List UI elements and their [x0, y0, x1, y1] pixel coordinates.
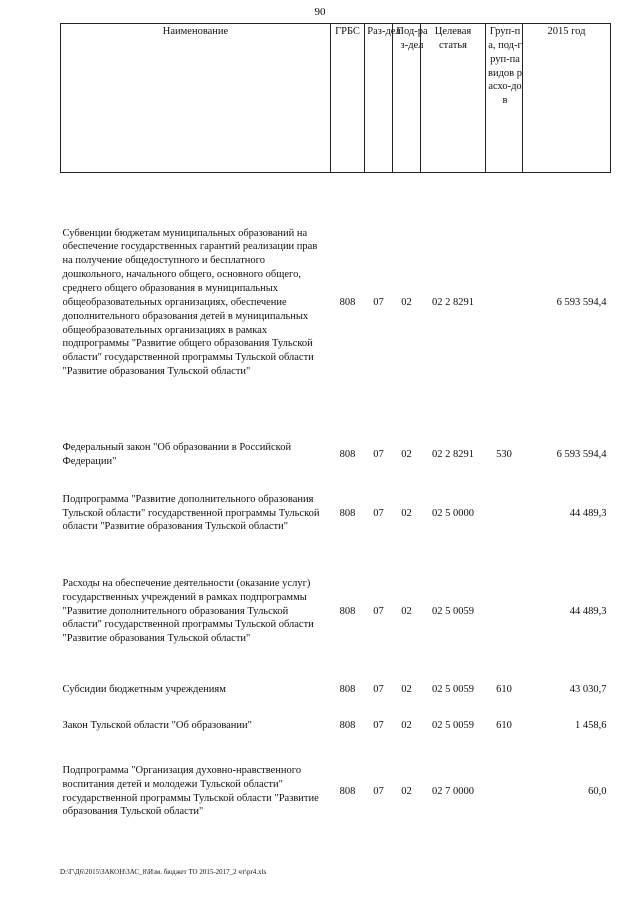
row-grbs: 808 [339, 785, 356, 797]
row-podrazdel: 02 [401, 719, 412, 731]
row-razdel: 07 [373, 785, 384, 797]
column-header-podrazdel [393, 24, 428, 173]
row-celevaya: 02 5 0059 [432, 605, 474, 617]
row-vid: 610 [496, 684, 512, 696]
row-razdel: 07 [373, 507, 384, 519]
row-razdel: 07 [373, 605, 384, 617]
row-celevaya: 02 5 0000 [432, 507, 474, 519]
table-row [61, 173, 611, 433]
row-grbs: 808 [339, 605, 356, 617]
row-name: Закон Тульской области "Об образовании" [62, 719, 252, 731]
column-header-podrazdel-text: Под-раз-дел [396, 26, 428, 51]
row-amount: 6 593 594,4 [556, 296, 607, 308]
column-header-razdel-text: Раз-дел [367, 26, 401, 37]
column-header-vid [486, 24, 523, 173]
row-razdel: 07 [373, 296, 384, 308]
column-header-vid-text: Груп-па, под-груп-па видов расхо-дов [488, 26, 523, 107]
row-vid [486, 551, 523, 673]
file-path-footer: D:\Г\Д6\2015\ЗАКОН\ЗАС_8\Изм. бюджет ТО 2015-2017_2 чт\pr4.xls [60, 868, 267, 876]
row-name: Субсидии бюджетным учреждениям [62, 684, 226, 696]
table-row [61, 744, 611, 840]
column-header-year: 2015 год [523, 24, 611, 173]
row-grbs: 808 [339, 448, 356, 460]
row-celevaya: 02 7 0000 [432, 785, 474, 797]
row-name: Подпрограмма "Организация духовно-нравственного воспитания детей и молодежи Тульской области" государственной программы Тульской области "Развитие образования Тульской области" [62, 764, 319, 818]
row-name: Субвенции бюджетам муниципальных образований на обеспечение государственных гарантий реализации прав на получение общедоступного и бесплатного дошкольного, начального общего, основного общего, среднего общего образования в муниципальных общеобразовательных организациях, обеспечение дополнительного образования детей в муниципальных общеобразовательных организациях в рамках подпрограммы "Развитие общего образования Тульской области" государственной программы Тульской области "Развитие образования Тульской области" [62, 227, 318, 378]
row-podrazdel: 02 [401, 296, 412, 308]
column-header-name: Наименование [61, 24, 331, 173]
row-celevaya: 02 5 0059 [432, 684, 474, 696]
table-row [61, 673, 611, 708]
row-vid [486, 477, 523, 551]
row-name: Подпрограмма "Развитие дополнительного образования Тульской области" государственной программы Тульской области "Развитие образования Тульской области" [62, 493, 320, 533]
row-name: Расходы на обеспечение деятельности (оказание услуг) государственных учреждений в рамках подпрограммы "Развитие дополнительного образования Тульской области" государственной программы Тульской области "Развитие образования Тульской области" [62, 577, 314, 645]
row-grbs: 808 [339, 507, 356, 519]
row-grbs: 808 [339, 684, 356, 696]
row-grbs: 808 [339, 296, 356, 308]
row-celevaya: 02 2 8291 [432, 448, 474, 460]
row-razdel: 07 [373, 719, 384, 731]
row-razdel: 07 [373, 448, 384, 460]
row-podrazdel: 02 [401, 507, 412, 519]
row-razdel: 07 [373, 684, 384, 696]
row-amount: 6 593 594,4 [556, 448, 607, 460]
table-row [61, 477, 611, 551]
row-podrazdel: 02 [401, 684, 412, 696]
budget-table [60, 23, 611, 840]
row-podrazdel: 02 [401, 605, 412, 617]
row-vid: 610 [496, 719, 512, 731]
table-row [61, 551, 611, 673]
row-podrazdel: 02 [401, 785, 412, 797]
table-row [61, 433, 611, 477]
row-vid: 530 [496, 448, 512, 460]
table-row [61, 708, 611, 744]
column-header-razdel [365, 24, 401, 173]
row-celevaya: 02 2 8291 [432, 296, 474, 308]
column-header-grbs: ГРБС [331, 24, 365, 173]
row-vid [486, 173, 523, 433]
row-amount: 60,0 [588, 785, 607, 797]
row-vid [486, 744, 523, 840]
row-grbs: 808 [339, 719, 356, 731]
row-amount: 1 458,6 [575, 719, 607, 731]
row-podrazdel: 02 [401, 448, 412, 460]
row-amount: 44 489,3 [569, 605, 607, 617]
page-number: 90 [314, 6, 326, 18]
row-celevaya: 02 5 0059 [432, 719, 474, 731]
column-header-celevaya: Целевая статья [421, 24, 486, 173]
row-amount: 44 489,3 [569, 507, 607, 519]
row-name: Федеральный закон "Об образовании в Российской Федерации" [62, 441, 292, 467]
table-header-row [61, 24, 611, 173]
row-amount: 43 030,7 [569, 684, 607, 696]
